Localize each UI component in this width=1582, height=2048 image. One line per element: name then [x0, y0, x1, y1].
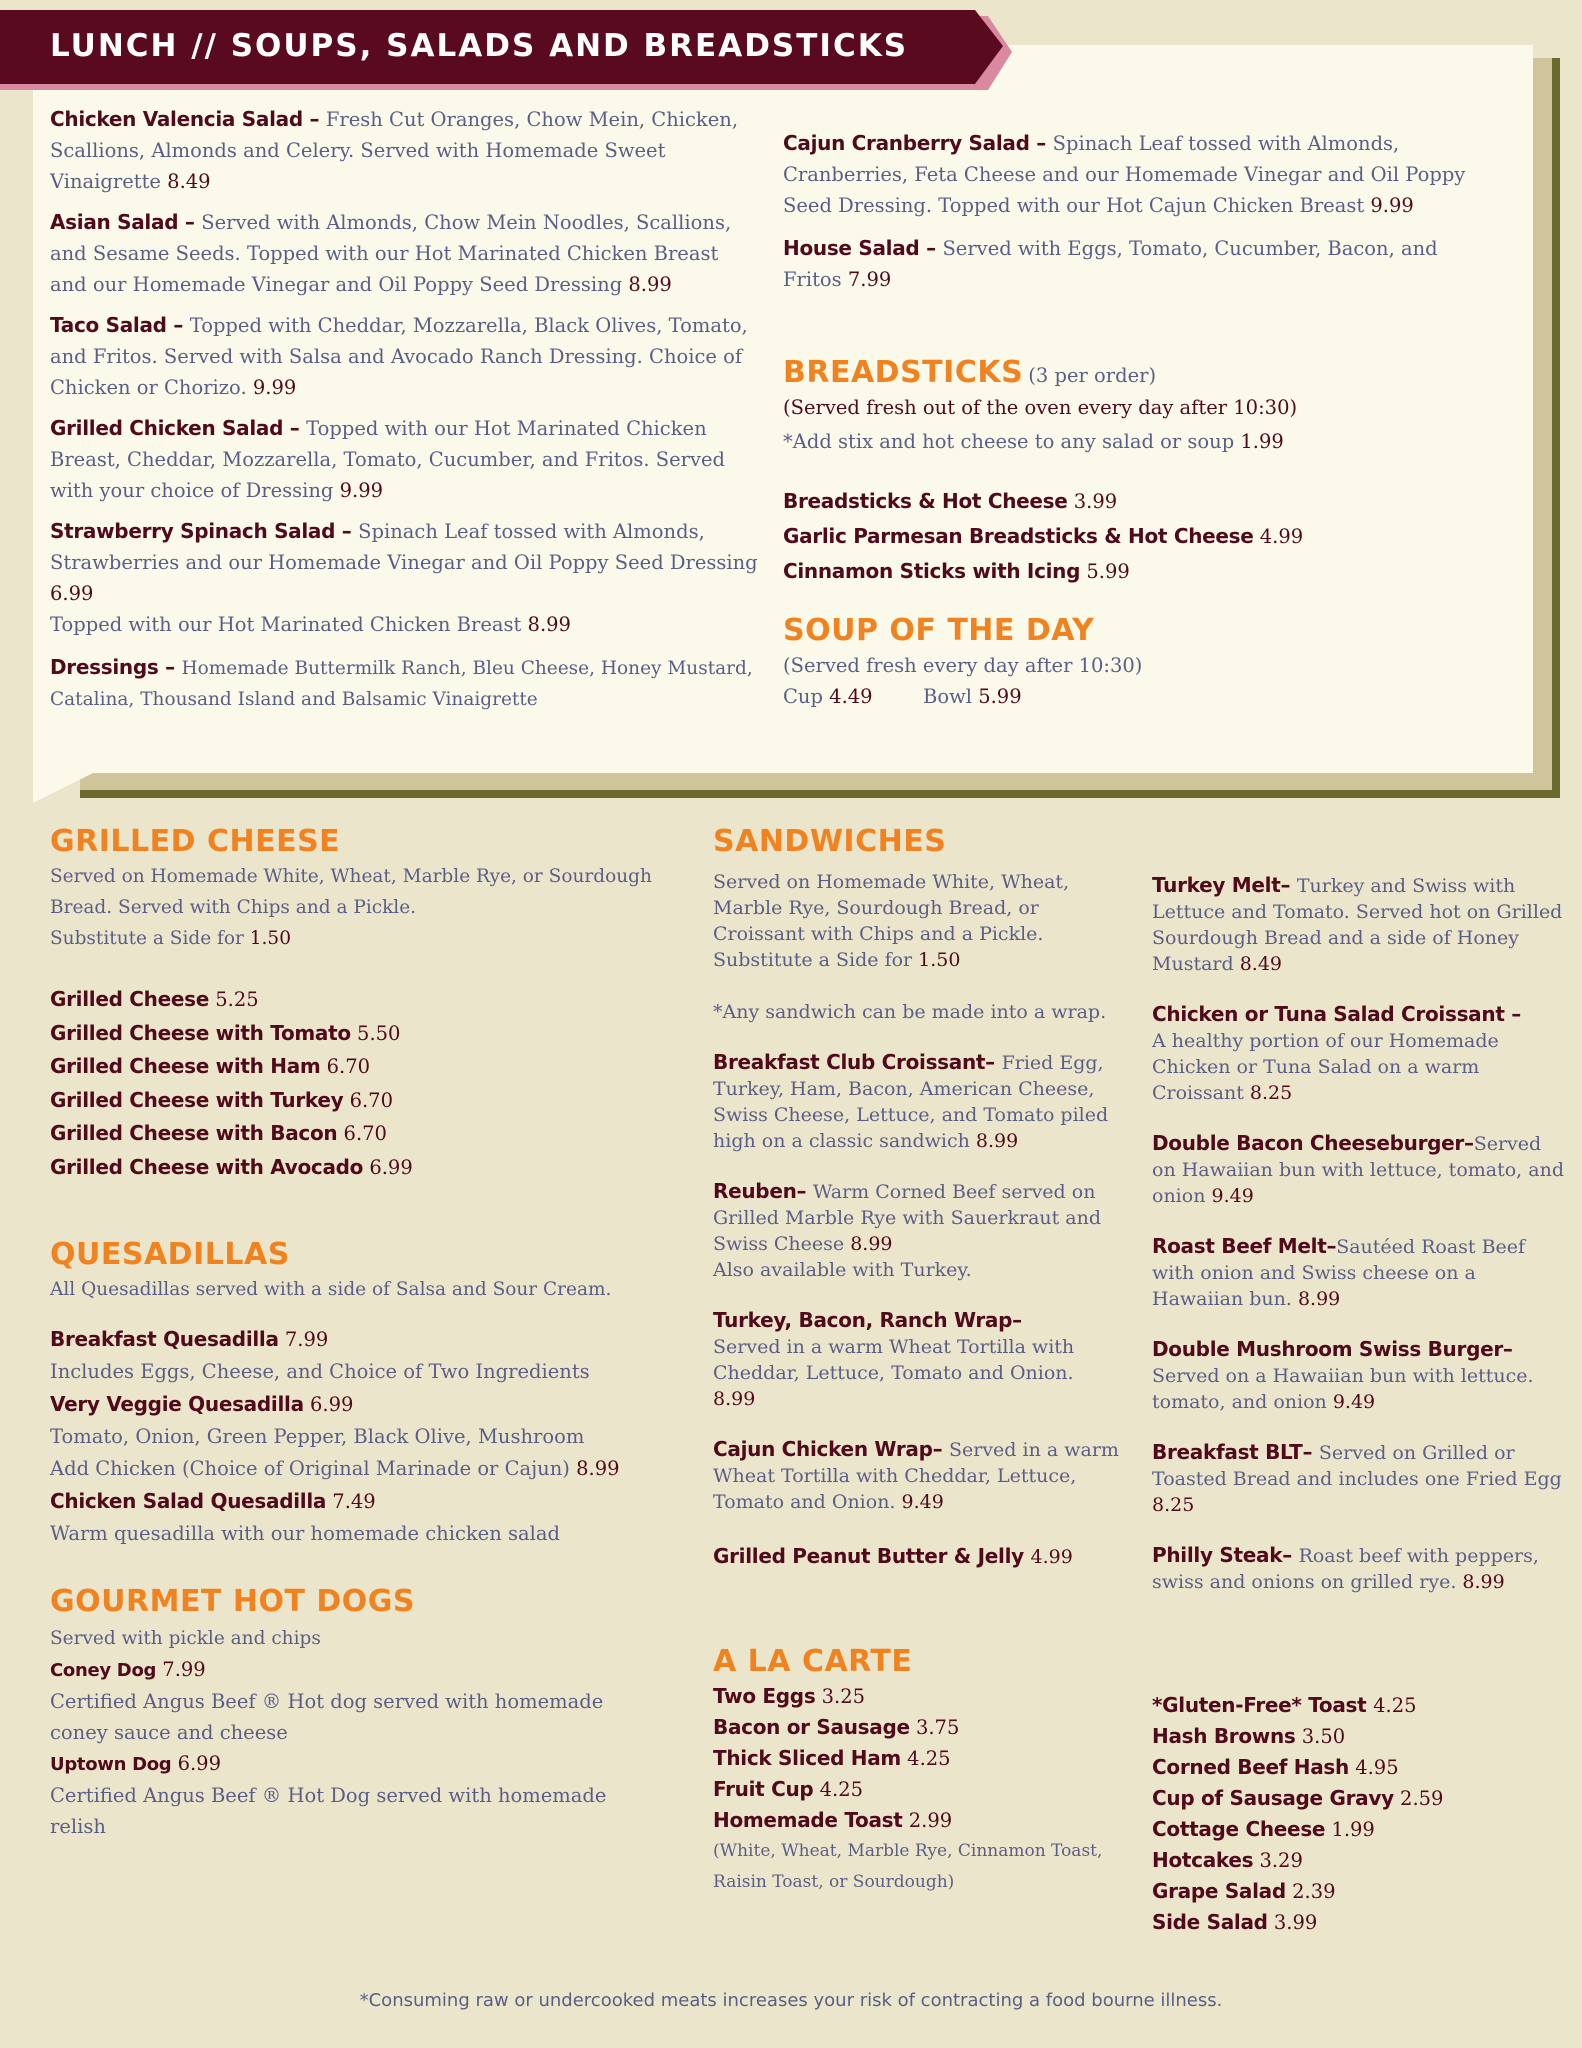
menu-item: Dressings – Homemade Buttermilk Ranch, Bleu Cheese, Honey Mustard, Catalina, Thousand Island and Balsamic Vinaigrette	[50, 655, 753, 710]
menu-item: Grilled Cheese with Turkey 6.70	[50, 1087, 393, 1112]
menu-item: Uptown Dog 6.99	[50, 1752, 221, 1775]
grilled-cheese-substitute: Substitute a Side for 1.50	[50, 928, 291, 949]
menu-item: Cottage Cheese 1.99	[1152, 1817, 1375, 1841]
panel-corner	[33, 773, 93, 803]
breadsticks-addon: *Add stix and hot cheese to any salad or soup 1.99	[783, 430, 1284, 453]
grilled-cheese-section	[50, 823, 660, 1184]
menu-item: Philly Steak– Roast beef with peppers, swiss and onions on grilled rye. 8.99	[1152, 1543, 1539, 1593]
menu-item: Thick Sliced Ham 4.25	[713, 1746, 951, 1770]
sandwiches-heading: SANDWICHES	[713, 824, 947, 859]
menu-item: Breadsticks & Hot Cheese 3.99	[783, 489, 1118, 513]
menu-item: Strawberry Spinach Salad – Spinach Leaf tossed with Almonds, Strawberries and our Homemade Vinegar and Oil Poppy Seed Dressing 6.99	[50, 519, 758, 605]
menu-item: Turkey Melt– Turkey and Swiss with Lettuce and Tomato. Served hot on Grilled Sourdough Bread and a side of Honey Mustard 8.49	[1152, 873, 1563, 975]
menu-item: Grilled Cheese with Ham 6.70	[50, 1054, 371, 1078]
sandwiches-right-column	[1152, 872, 1567, 1595]
breadsticks-heading: BREADSTICKS (3 per order)	[783, 355, 1157, 390]
menu-item-extra: Also available with Turkey.	[713, 1259, 972, 1281]
menu-item-desc: Tomato, Onion, Green Pepper, Black Olive, Mushroom	[50, 1425, 585, 1448]
sandwiches-intro: Served on Homemade White, Wheat, Marble Rye, Sourdough Bread, or Croissant with Chips and a Pickle.	[713, 871, 1070, 945]
menu-item: Grilled Peanut Butter & Jelly 4.99	[713, 1544, 1073, 1568]
toast-note: (White, Wheat, Marble Rye, Cinnamon Toast, Raisin Toast, or Sourdough)	[713, 1841, 1103, 1892]
menu-item-desc: Served in a warm Wheat Tortilla with Cheddar, Lettuce, Tomato and Onion.	[713, 1336, 1075, 1384]
menu-item: Grilled Cheese 5.25	[50, 987, 259, 1011]
soup-prices: Cup 4.49 Bowl 5.99	[783, 685, 1022, 708]
menu-item: Grape Salad 2.39	[1152, 1879, 1336, 1903]
menu-item: Turkey, Bacon, Ranch Wrap–	[713, 1308, 1022, 1332]
menu-item: Roast Beef Melt–Sautéed Roast Beef with onion and Swiss cheese on a Hawaiian bun. 8.99	[1152, 1234, 1526, 1310]
menu-item-extra: Add Chicken (Choice of Original Marinade or Cajun) 8.99	[50, 1457, 620, 1480]
menu-item: Grilled Chicken Salad – Topped with our Hot Marinated Chicken Breast, Cheddar, Mozzarella, Tomato, Cucumber, and Fritos. Served with your choice of Dressing 9.99	[50, 416, 726, 502]
menu-item: Homemade Toast 2.99	[713, 1808, 953, 1832]
menu-item: Breakfast Club Croissant– Fried Egg, Turkey, Ham, Bacon, American Cheese, Swiss Cheese, Lettuce, and Tomato piled high on a classic sandwich 8.99	[713, 1050, 1109, 1152]
menu-item: Reuben– Warm Corned Beef served on Grilled Marble Rye with Sauerkraut and Swiss Cheese 8.99	[713, 1179, 1102, 1255]
menu-item: Asian Salad – Served with Almonds, Chow Mein Noodles, Scallions, and Sesame Seeds. Topped with our Hot Marinated Chicken Breast and our Homemade Vinegar and Oil Poppy Seed Dressing 8.99	[50, 210, 732, 296]
menu-item: Very Veggie Quesadilla 6.99	[50, 1392, 354, 1416]
menu-item-desc: Certified Angus Beef ® Hot Dog served with homemade relish	[50, 1784, 607, 1838]
menu-item: Corned Beef Hash 4.95	[1152, 1755, 1399, 1779]
breadsticks-section	[783, 354, 1495, 589]
a-la-carte-heading: A LA CARTE	[713, 1644, 913, 1679]
menu-item: Grilled Cheese with Avocado 6.99	[50, 1154, 413, 1179]
menu-item-desc: Certified Angus Beef ® Hot dog served with homemade coney sauce and cheese	[50, 1690, 604, 1744]
menu-item-desc: Warm quesadilla with our homemade chicken salad	[50, 1522, 560, 1545]
menu-item: Coney Dog 7.99	[50, 1658, 206, 1681]
a-la-carte-left-column	[713, 1643, 1133, 1898]
food-safety-footer: *Consuming raw or undercooked meats increases your risk of contracting a food bourne illness.	[359, 1990, 1223, 2011]
menu-item: Hash Browns 3.50	[1152, 1724, 1346, 1748]
menu-item-desc: Served on a Hawaiian bun with lettuce. tomato, and onion 9.49	[1152, 1365, 1534, 1413]
menu-item: House Salad – Served with Eggs, Tomato, Cucumber, Bacon, and Fritos 7.99	[783, 236, 1438, 291]
wrap-note: *Any sandwich can be made into a wrap.	[713, 1001, 1107, 1023]
grilled-cheese-heading: GRILLED CHEESE	[50, 824, 341, 859]
breadsticks-note: (Served fresh out of the oven every day after 10:30)	[783, 396, 1298, 419]
hot-dogs-section	[50, 1583, 660, 1842]
quesadillas-intro: All Quesadillas served with a side of Salsa and Sour Cream.	[50, 1279, 612, 1300]
menu-item: Breakfast BLT– Served on Grilled or Toasted Bread and includes one Fried Egg 8.25	[1152, 1440, 1562, 1516]
soup-note: (Served fresh every day after 10:30)	[783, 654, 1143, 677]
menu-item: Cajun Cranberry Salad – Spinach Leaf tossed with Almonds, Cranberries, Feta Cheese and our Homemade Vinegar and Oil Poppy Seed Dressing. Topped with our Hot Cajun Chicken Breast 9.99	[783, 131, 1466, 217]
menu-item-extra: Topped with our Hot Marinated Chicken Breast 8.99	[50, 613, 571, 636]
soup-heading: SOUP OF THE DAY	[783, 613, 1095, 648]
sandwiches-substitute: Substitute a Side for 1.50	[713, 949, 961, 971]
menu-item: Fruit Cup 4.25	[713, 1777, 864, 1801]
quesadillas-heading: QUESADILLAS	[50, 1237, 290, 1272]
sandwiches-left-column	[713, 823, 1123, 1570]
menu-item: Cajun Chicken Wrap– Served in a warm Wheat Tortilla with Cheddar, Lettuce, Tomato and Onion. 9.49	[713, 1437, 1119, 1513]
menu-item: Cinnamon Sticks with Icing 5.99	[783, 559, 1130, 583]
menu-item: Chicken Valencia Salad – Fresh Cut Oranges, Chow Mein, Chicken, Scallions, Almonds and Celery. Served with Homemade Sweet Vinaigrette 8.49	[50, 107, 739, 193]
hot-dogs-heading: GOURMET HOT DOGS	[50, 1584, 415, 1619]
menu-item-price: 8.99	[713, 1388, 756, 1410]
menu-item: Taco Salad – Topped with Cheddar, Mozzarella, Black Olives, Tomato, and Fritos. Served with Salsa and Avocado Ranch Dressing. Choice of Chicken or Chorizo. 9.99	[50, 313, 748, 399]
soup-section	[783, 612, 1495, 712]
lunch-banner	[0, 10, 1012, 88]
menu-item-desc: A healthy portion of our Homemade Chicken or Tuna Salad on a warm Croissant 8.25	[1152, 1030, 1499, 1104]
menu-item: Breakfast Quesadilla 7.99	[50, 1327, 329, 1351]
quesadillas-section	[50, 1236, 690, 1550]
menu-item: Grilled Cheese with Tomato 5.50	[50, 1020, 401, 1045]
salads-right-column	[783, 128, 1495, 295]
menu-item: Chicken or Tuna Salad Croissant –	[1152, 1002, 1521, 1026]
menu-item-desc: Includes Eggs, Cheese, and Choice of Two Ingredients	[50, 1360, 590, 1383]
salads-left-column	[50, 104, 760, 715]
menu-item: Grilled Cheese with Bacon 6.70	[50, 1121, 387, 1145]
hot-dogs-intro: Served with pickle and chips	[50, 1628, 321, 1649]
a-la-carte-right-column	[1152, 1690, 1567, 1938]
menu-item: *Gluten-Free* Toast 4.25	[1152, 1693, 1417, 1717]
menu-item: Double Mushroom Swiss Burger–	[1152, 1337, 1513, 1361]
menu-item: Chicken Salad Quesadilla 7.49	[50, 1489, 376, 1513]
menu-item: Garlic Parmesan Breadsticks & Hot Cheese 4.99	[783, 524, 1304, 548]
menu-item: Bacon or Sausage 3.75	[713, 1715, 960, 1739]
menu-item: Cup of Sausage Gravy 2.59	[1152, 1786, 1444, 1810]
menu-item: Two Eggs 3.25	[713, 1684, 866, 1708]
menu-item: Side Salad 3.99	[1152, 1910, 1318, 1934]
menu-item: Double Bacon Cheeseburger–Served on Hawaiian bun with lettuce, tomato, and onion 9.49	[1152, 1131, 1564, 1207]
banner-title: LUNCH // SOUPS, SALADS AND BREADSTICKS	[50, 28, 909, 64]
grilled-cheese-intro: Served on Homemade White, Wheat, Marble Rye, or Sourdough Bread. Served with Chips and a Pickle.	[50, 866, 652, 918]
menu-item: Hotcakes 3.29	[1152, 1848, 1303, 1872]
